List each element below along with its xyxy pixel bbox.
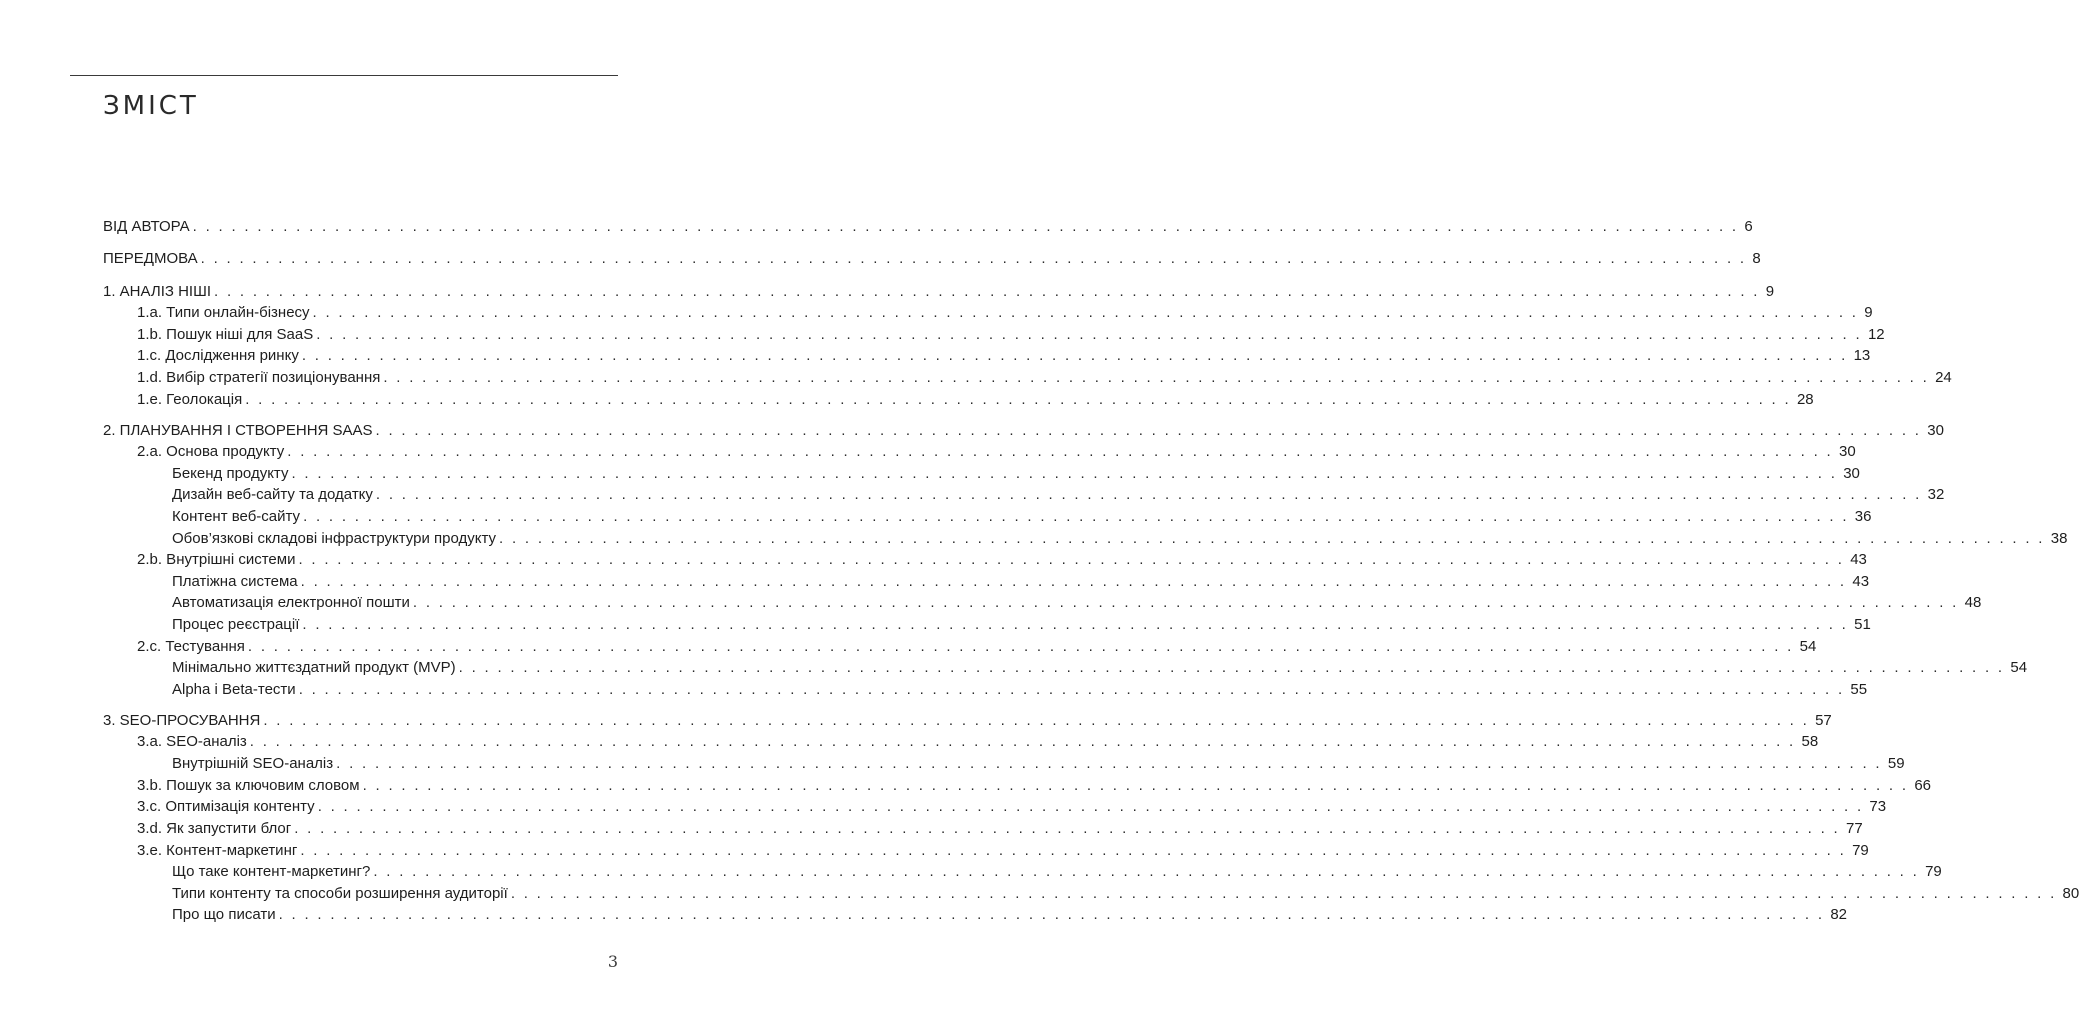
dot-leader: . . . . . . . . . . . . . . . . . . . . . . . . . . . . . . . . . . . . . . . . . . . . . . . . . . . . . . . . . . . . . . . . . . . . . . . . . . . . . . . . . . . . . . . . . . . . . . . . . . . . . . . . . . . . . . . . . . . . . . . . — [247, 638, 1794, 655]
dot-leader: . . . . . . . . . . . . . . . . . . . . . . . . . . . . . . . . . . . . . . . . . . . . . . . . . . . . . . . . . . . . . . . . . . . . . . . . . . . . . . . . . . . . . . . . . . . . . . . . . . . . . . . . . . . . . . . . . . . . . . . . — [458, 659, 2005, 676]
toc-entry-page: 79 — [1925, 863, 1942, 880]
toc-entry-label: 2. ПЛАНУВАННЯ І СТВОРЕННЯ SAAS — [103, 422, 373, 439]
toc-entry[interactable] — [172, 571, 1870, 593]
toc-entry-page: 51 — [1854, 616, 1871, 633]
toc-entry[interactable] — [172, 753, 1905, 775]
toc-entry-label: 1.c. Дослідження ринку — [137, 347, 299, 364]
toc-entry[interactable] — [103, 281, 1775, 303]
toc-entry-label: Процес реєстрації — [172, 616, 300, 633]
toc-entry-label: Контент веб-сайту — [172, 508, 301, 525]
dot-leader: . . . . . . . . . . . . . . . . . . . . . . . . . . . . . . . . . . . . . . . . . . . . . . . . . . . . . . . . . . . . . . . . . . . . . . . . . . . . . . . . . . . . . . . . . . . . . . . . . . . . . . . . . . . . . . . . . . . . . . . . — [362, 777, 1909, 794]
dot-leader: . . . . . . . . . . . . . . . . . . . . . . . . . . . . . . . . . . . . . . . . . . . . . . . . . . . . . . . . . . . . . . . . . . . . . . . . . . . . . . . . . . . . . . . . . . . . . . . . . . . . . . . . . . . . . . . . . . . . . . . . — [375, 486, 1922, 503]
dot-leader: . . . . . . . . . . . . . . . . . . . . . . . . . . . . . . . . . . . . . . . . . . . . . . . . . . . . . . . . . . . . . . . . . . . . . . . . . . . . . . . . . . . . . . . . . . . . . . . . . . . . . . . . . . . . . . . . . . . . . . . . — [303, 508, 1849, 525]
toc-entry-label: 2.a. Основа продукту — [137, 443, 285, 460]
dot-leader: . . . . . . . . . . . . . . . . . . . . . . . . . . . . . . . . . . . . . . . . . . . . . . . . . . . . . . . . . . . . . . . . . . . . . . . . . . . . . . . . . . . . . . . . . . . . . . . . . . . . . . . . . . . . . . . . . . . . . . . . — [291, 465, 1838, 482]
toc-entry-page: 32 — [1927, 486, 1945, 503]
toc-entry[interactable] — [137, 302, 1873, 324]
dot-leader: . . . . . . . . . . . . . . . . . . . . . . . . . . . . . . . . . . . . . . . . . . . . . . . . . . . . . . . . . . . . . . . . . . . . . . . . . . . . . . . . . . . . . . . . . . . . . . . . . . . . . . . . . . . . . . . . . . . . . . . . — [294, 820, 1840, 837]
dot-leader: . . . . . . . . . . . . . . . . . . . . . . . . . . . . . . . . . . . . . . . . . . . . . . . . . . . . . . . . . . . . . . . . . . . . . . . . . . . . . . . . . . . . . . . . . . . . . . . . . . . . . . . . . . . . . . . . . . . . . . . . — [499, 530, 2045, 547]
dot-leader: . . . . . . . . . . . . . . . . . . . . . . . . . . . . . . . . . . . . . . . . . . . . . . . . . . . . . . . . . . . . . . . . . . . . . . . . . . . . . . . . . . . . . . . . . . . . . . . . . . . . . . . . . . . . . . . . . . . . . . . . — [245, 391, 1791, 408]
toc-entry-page: 13 — [1853, 347, 1871, 364]
toc-entry-page: 30 — [1839, 443, 1856, 460]
toc-entry[interactable] — [172, 614, 1871, 636]
toc-entry-page: 8 — [1752, 250, 1761, 267]
toc-entry[interactable] — [172, 592, 1982, 614]
page-number: 3 — [607, 952, 618, 971]
toc-entry-label: 3.e. Контент-маркетинг — [137, 842, 298, 859]
toc-entry[interactable] — [137, 549, 1867, 571]
toc-entry[interactable] — [137, 441, 1856, 463]
toc-entry[interactable] — [172, 506, 1872, 528]
toc-entry[interactable] — [172, 657, 2028, 679]
toc-entry-label: Внутрішній SEO-аналіз — [172, 755, 334, 772]
toc-entry-page: 9 — [1765, 283, 1775, 300]
toc-entry-page: 9 — [1864, 304, 1873, 321]
dot-leader: . . . . . . . . . . . . . . . . . . . . . . . . . . . . . . . . . . . . . . . . . . . . . . . . . . . . . . . . . . . . . . . . . . . . . . . . . . . . . . . . . . . . . . . . . . . . . . . . . . . . . . . . . . . . . . . . . . . . . . . . — [214, 283, 1760, 300]
toc-entry-label: Автоматизація електронної пошти — [172, 594, 410, 611]
toc-entry-page: 59 — [1887, 755, 1905, 772]
dot-leader: . . . . . . . . . . . . . . . . . . . . . . . . . . . . . . . . . . . . . . . . . . . . . . . . . . . . . . . . . . . . . . . . . . . . . . . . . . . . . . . . . . . . . . . . . . . . . . . . . . . . . . . . . . . . . . . . . . . . . . . . — [317, 798, 1864, 815]
toc-entry-page: 82 — [1830, 906, 1848, 923]
toc-entry-label: 3. SEO-ПРОСУВАННЯ — [103, 712, 261, 729]
toc-entry-page: 30 — [1927, 422, 1944, 439]
toc-entry-page: 80 — [2062, 885, 2079, 902]
toc-entry-label: Що таке контент-маркетинг? — [172, 863, 371, 880]
toc-entry-page: 48 — [1964, 594, 1982, 611]
toc-entry-page: 12 — [1867, 326, 1885, 343]
toc-entry-page: 24 — [1935, 369, 1952, 386]
dot-leader: . . . . . . . . . . . . . . . . . . . . . . . . . . . . . . . . . . . . . . . . . . . . . . . . . . . . . . . . . . . . . . . . . . . . . . . . . . . . . . . . . . . . . . . . . . . . . . . . . . . . . . . . . . . . . . . . . . . . . . . . — [316, 326, 1862, 343]
toc-entry-label: Платіжна система — [172, 573, 298, 590]
toc-entry-page: 43 — [1852, 573, 1870, 590]
toc-entry-page: 66 — [1914, 777, 1931, 794]
dot-leader: . . . . . . . . . . . . . . . . . . . . . . . . . . . . . . . . . . . . . . . . . . . . . . . . . . . . . . . . . . . . . . . . . . . . . . . . . . . . . . . . . . . . . . . . . . . . . . . . . . . . . . . . . . . . . . . . . . . . . . . . — [375, 422, 1922, 439]
dot-leader: . . . . . . . . . . . . . . . . . . . . . . . . . . . . . . . . . . . . . . . . . . . . . . . . . . . . . . . . . . . . . . . . . . . . . . . . . . . . . . . . . . . . . . . . . . . . . . . . . . . . . . . . . . . . . . . . . . . . . . . . — [300, 573, 1847, 590]
dot-leader: . . . . . . . . . . . . . . . . . . . . . . . . . . . . . . . . . . . . . . . . . . . . . . . . . . . . . . . . . . . . . . . . . . . . . . . . . . . . . . . . . . . . . . . . . . . . . . . . . . . . . . . . . . . . . . . . . . . . . . . . — [192, 218, 1739, 235]
toc-entry-page: 57 — [1815, 712, 1832, 729]
dot-leader: . . . . . . . . . . . . . . . . . . . . . . . . . . . . . . . . . . . . . . . . . . . . . . . . . . . . . . . . . . . . . . . . . . . . . . . . . . . . . . . . . . . . . . . . . . . . . . . . . . . . . . . . . . . . . . . . . . . . . . . . — [336, 755, 1882, 772]
toc-entry[interactable] — [172, 861, 1942, 883]
dot-leader: . . . . . . . . . . . . . . . . . . . . . . . . . . . . . . . . . . . . . . . . . . . . . . . . . . . . . . . . . . . . . . . . . . . . . . . . . . . . . . . . . . . . . . . . . . . . . . . . . . . . . . . . . . . . . . . . . . . . . . . . — [302, 616, 1849, 633]
toc-entry[interactable] — [137, 818, 1863, 840]
toc-entry[interactable] — [103, 248, 1761, 270]
dot-leader: . . . . . . . . . . . . . . . . . . . . . . . . . . . . . . . . . . . . . . . . . . . . . . . . . . . . . . . . . . . . . . . . . . . . . . . . . . . . . . . . . . . . . . . . . . . . . . . . . . . . . . . . . . . . . . . . . . . . . . . . — [249, 733, 1796, 750]
toc-entry-label: 3.d. Як запустити блог — [137, 820, 292, 837]
toc-entry-page: 73 — [1869, 798, 1887, 815]
toc-entry-label: 1.e. Геолокація — [137, 391, 243, 408]
toc-entry[interactable] — [172, 883, 2079, 905]
toc-entry[interactable] — [137, 731, 1819, 753]
toc-entry-page: 58 — [1801, 733, 1819, 750]
toc-entry[interactable] — [103, 420, 1944, 442]
dot-leader: . . . . . . . . . . . . . . . . . . . . . . . . . . . . . . . . . . . . . . . . . . . . . . . . . . . . . . . . . . . . . . . . . . . . . . . . . . . . . . . . . . . . . . . . . . . . . . . . . . . . . . . . . . . . . . . . . . . . . . . . — [383, 369, 1930, 386]
toc-entry-page: 54 — [2010, 659, 2028, 676]
toc-entry-label: Alpha і Beta-тести — [172, 681, 296, 698]
dot-leader: . . . . . . . . . . . . . . . . . . . . . . . . . . . . . . . . . . . . . . . . . . . . . . . . . . . . . . . . . . . . . . . . . . . . . . . . . . . . . . . . . . . . . . . . . . . . . . . . . . . . . . . . . . . . . . . . . . . . . . . . — [301, 347, 1848, 364]
dot-leader: . . . . . . . . . . . . . . . . . . . . . . . . . . . . . . . . . . . . . . . . . . . . . . . . . . . . . . . . . . . . . . . . . . . . . . . . . . . . . . . . . . . . . . . . . . . . . . . . . . . . . . . . . . . . . . . . . . . . . . . . — [263, 712, 1810, 729]
dot-leader: . . . . . . . . . . . . . . . . . . . . . . . . . . . . . . . . . . . . . . . . . . . . . . . . . . . . . . . . . . . . . . . . . . . . . . . . . . . . . . . . . . . . . . . . . . . . . . . . . . . . . . . . . . . . . . . . . . . . . . . . — [373, 863, 1920, 880]
toc-entry-page: 79 — [1852, 842, 1869, 859]
dot-leader: . . . . . . . . . . . . . . . . . . . . . . . . . . . . . . . . . . . . . . . . . . . . . . . . . . . . . . . . . . . . . . . . . . . . . . . . . . . . . . . . . . . . . . . . . . . . . . . . . . . . . . . . . . . . . . . . . . . . . . . . — [298, 681, 1845, 698]
toc-entry-label: 2.b. Внутрішні системи — [137, 551, 296, 568]
toc-entry-page: 77 — [1845, 820, 1863, 837]
toc-entry[interactable] — [137, 345, 1871, 367]
toc-entry-label: Обов’язкові складові інфраструктури продукту — [172, 530, 497, 547]
toc-entry[interactable] — [137, 796, 1887, 818]
dot-leader: . . . . . . . . . . . . . . . . . . . . . . . . . . . . . . . . . . . . . . . . . . . . . . . . . . . . . . . . . . . . . . . . . . . . . . . . . . . . . . . . . . . . . . . . . . . . . . . . . . . . . . . . . . . . . . . . . . . . . . . . — [298, 551, 1845, 568]
toc-entry-label: Типи контенту та способи розширення аудиторії — [172, 885, 508, 902]
toc-entry[interactable] — [172, 528, 2068, 550]
toc-entry-page: 55 — [1850, 681, 1868, 698]
toc-entry-label: Про що писати — [172, 906, 276, 923]
toc-entry-label: ПЕРЕДМОВА — [103, 250, 198, 267]
toc-entry[interactable] — [137, 775, 1931, 797]
toc-entry[interactable] — [137, 389, 1814, 411]
dot-leader: . . . . . . . . . . . . . . . . . . . . . . . . . . . . . . . . . . . . . . . . . . . . . . . . . . . . . . . . . . . . . . . . . . . . . . . . . . . . . . . . . . . . . . . . . . . . . . . . . . . . . . . . . . . . . . . . . . . . . . . . — [312, 304, 1859, 321]
toc-entry-page: 38 — [2050, 530, 2068, 547]
dot-leader: . . . . . . . . . . . . . . . . . . . . . . . . . . . . . . . . . . . . . . . . . . . . . . . . . . . . . . . . . . . . . . . . . . . . . . . . . . . . . . . . . . . . . . . . . . . . . . . . . . . . . . . . . . . . . . . . . . . . . . . . — [300, 842, 1847, 859]
toc-entry-page: 6 — [1744, 218, 1753, 235]
toc-entry[interactable] — [137, 324, 1885, 346]
toc-entry-label: 3.a. SEO-аналіз — [137, 733, 247, 750]
toc-entry-label: Дизайн веб-сайту та додатку — [172, 486, 373, 503]
toc-entry-label: 1.a. Типи онлайн-бізнесу — [137, 304, 310, 321]
toc-entry[interactable] — [137, 840, 1869, 862]
toc-entry[interactable] — [137, 367, 1952, 389]
toc-entry-label: ВІД АВТОРА — [103, 218, 190, 235]
toc-entry-label: 1.b. Пошук ніші для SaaS — [137, 326, 314, 343]
toc-entry-label: 1.d. Вибір стратегії позиціонування — [137, 369, 381, 386]
toc-entry[interactable] — [172, 904, 1848, 926]
toc-entry-label: 3.b. Пошук за ключовим словом — [137, 777, 360, 794]
toc-entry-label: 3.c. Оптимізація контенту — [137, 798, 315, 815]
toc-entry[interactable] — [172, 463, 1860, 485]
toc-entry-label: Бекенд продукту — [172, 465, 289, 482]
toc-entry[interactable] — [137, 636, 1817, 658]
toc-entry-page: 30 — [1843, 465, 1860, 482]
dot-leader: . . . . . . . . . . . . . . . . . . . . . . . . . . . . . . . . . . . . . . . . . . . . . . . . . . . . . . . . . . . . . . . . . . . . . . . . . . . . . . . . . . . . . . . . . . . . . . . . . . . . . . . . . . . . . . . . . . . . . . . . — [510, 885, 2057, 902]
dot-leader: . . . . . . . . . . . . . . . . . . . . . . . . . . . . . . . . . . . . . . . . . . . . . . . . . . . . . . . . . . . . . . . . . . . . . . . . . . . . . . . . . . . . . . . . . . . . . . . . . . . . . . . . . . . . . . . . . . . . . . . . — [200, 250, 1747, 267]
toc-entry[interactable] — [172, 484, 1945, 506]
toc-entry[interactable] — [103, 216, 1753, 238]
dot-leader: . . . . . . . . . . . . . . . . . . . . . . . . . . . . . . . . . . . . . . . . . . . . . . . . . . . . . . . . . . . . . . . . . . . . . . . . . . . . . . . . . . . . . . . . . . . . . . . . . . . . . . . . . . . . . . . . . . . . . . . . — [287, 443, 1834, 460]
dot-leader: . . . . . . . . . . . . . . . . . . . . . . . . . . . . . . . . . . . . . . . . . . . . . . . . . . . . . . . . . . . . . . . . . . . . . . . . . . . . . . . . . . . . . . . . . . . . . . . . . . . . . . . . . . . . . . . . . . . . . . . . — [278, 906, 1825, 923]
toc-entry-label: 1. АНАЛІЗ НІШІ — [103, 283, 212, 300]
page-title: ЗМІСТ — [103, 91, 199, 121]
toc-entry-label: 2.c. Тестування — [137, 638, 245, 655]
toc-entry-page: 43 — [1850, 551, 1867, 568]
dot-leader: . . . . . . . . . . . . . . . . . . . . . . . . . . . . . . . . . . . . . . . . . . . . . . . . . . . . . . . . . . . . . . . . . . . . . . . . . . . . . . . . . . . . . . . . . . . . . . . . . . . . . . . . . . . . . . . . . . . . . . . . — [412, 594, 1959, 611]
toc-entry-label: Мінімально життєздатний продукт (MVP) — [172, 659, 456, 676]
toc-entry-page: 36 — [1854, 508, 1872, 525]
toc-entry-page: 54 — [1799, 638, 1817, 655]
toc-entry-page: 28 — [1796, 391, 1814, 408]
toc-entry[interactable] — [103, 710, 1832, 732]
toc-entry[interactable] — [172, 679, 1868, 701]
